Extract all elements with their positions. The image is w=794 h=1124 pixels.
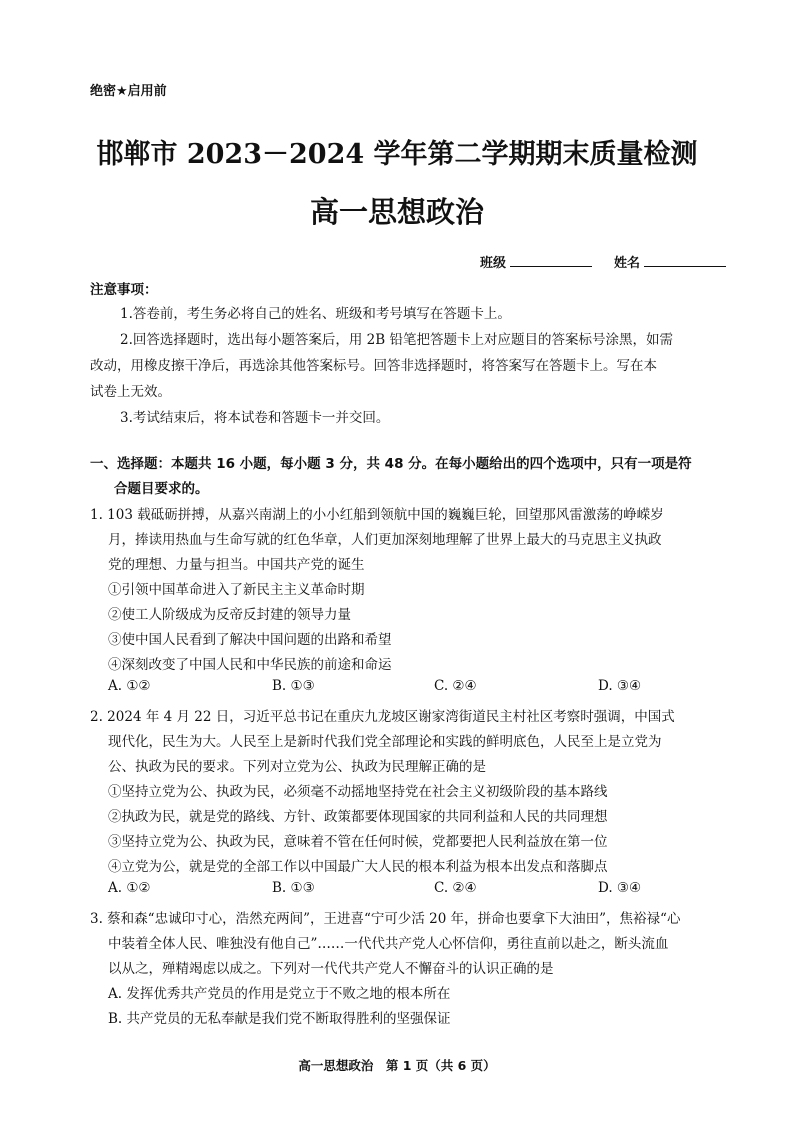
q3-option-a: A. 发挥优秀共产党员的作用是党立于不败之地的根本所在 <box>108 986 451 1002</box>
q2-option-a: A. ①② <box>108 880 151 896</box>
q1-option-d: D. ③④ <box>598 678 642 694</box>
q3-stem-line-3: 以从之，殚精竭虑以成之。下列对一代代共产党人不懈奋斗的认识正确的是 <box>108 961 554 977</box>
q2-stem-line-3: 公、执政为民的要求。下列对立党为公、执政为民理解正确的是 <box>108 759 486 775</box>
q2-option-d: D. ③④ <box>598 880 642 896</box>
q2-statement-2: ②执政为民，就是党的路线、方针、政策都要体现国家的共同利益和人民的共同理想 <box>108 809 608 825</box>
q2-statement-4: ④立党为公，就是党的全部工作以中国最广大人民的根本利益为根本出发点和落脚点 <box>108 859 608 875</box>
class-label: 班级 <box>480 256 507 271</box>
section-1-instruction: 一、选择题：本题共 16 小题，每小题 3 分，共 48 分。在每小题给出的四个选项中，只有一项是符 <box>90 456 692 472</box>
q2-statement-3: ③坚持立党为公、执政为民，意味着不管在任何时候，党都要把人民利益放在第一位 <box>108 834 608 850</box>
q1-stem-line-1: 1. 103 载砥砺拼搏，从嘉兴南湖上的小小红船到领航中国的巍巍巨轮，回望那风雷激荡的峥嵘岁 <box>90 507 664 523</box>
q1-stem-line-3: 党的理想、力量与担当。中国共产党的诞生 <box>108 557 365 573</box>
q2-option-b: B. ①③ <box>272 880 315 896</box>
exam-subject: 高一思想政治 <box>309 195 484 229</box>
q1-option-c: C. ②④ <box>434 678 477 694</box>
q3-stem-line-1: 3. 蔡和森“忠诚印寸心，浩然充两间”，王进喜“宁可少活 20 年，拼命也要拿下大油田”，焦裕禄“心 <box>90 911 681 927</box>
q2-statement-1: ①坚持立党为公、执政为民，必须毫不动摇地坚持党在社会主义初级阶段的基本路线 <box>108 784 608 800</box>
section-1-instruction-cont: 合题目要求的。 <box>114 481 209 497</box>
q2-stem-line-2: 现代化，民生为大。人民至上是新时代我们党全部理论和实践的鲜明底色，人民至上是立党为 <box>108 734 662 750</box>
q2-stem-line-1: 2. 2024 年 4 月 22 日，习近平总书记在重庆九龙坡区谢家湾街道民主村社区考察时强调，中国式 <box>90 709 675 725</box>
notice-item-2-line-1: 2.回答选择题时，选出每小题答案后，用 2B 铅笔把答题卡上对应题目的答案标号涂黑，如需 <box>120 332 673 348</box>
name-blank <box>644 254 726 267</box>
q1-statement-2: ②使工人阶级成为反帝反封建的领导力量 <box>108 607 351 623</box>
name-label: 姓名 <box>614 256 641 271</box>
q1-statement-3: ③使中国人民看到了解决中国问题的出路和希望 <box>108 632 392 648</box>
notice-item-3: 3.考试结束后，将本试卷和答题卡一并交回。 <box>120 410 390 426</box>
q1-statement-1: ①引领中国革命进入了新民主主义革命时期 <box>108 582 365 598</box>
q1-options <box>108 678 668 698</box>
notice-item-2-line-2: 改动，用橡皮擦干净后，再选涂其他答案标号。回答非选择题时，将答案写在答题卡上。写在本 <box>90 358 657 374</box>
q2-options <box>108 880 668 900</box>
q3-option-b: B. 共产党员的无私奉献是我们党不断取得胜利的坚强保证 <box>108 1011 451 1027</box>
q1-statement-4: ④深刻改变了中国人民和中华民族的前途和命运 <box>108 657 392 673</box>
q1-stem-line-2: 月，捧读用热血与生命写就的红色华章，人们更加深刻地理解了世界上最大的马克思主义执政 <box>108 532 662 548</box>
secret-label: 绝密★启用前 <box>90 84 167 99</box>
notice-item-2-line-3: 试卷上无效。 <box>90 384 171 400</box>
q1-option-b: B. ①③ <box>272 678 315 694</box>
q2-option-c: C. ②④ <box>434 880 477 896</box>
q3-stem-line-2: 中装着全体人民、唯独没有他自己”……一代代共产党人心怀信仰，勇往直前以赴之，断头流血 <box>108 936 669 952</box>
exam-title: 邯郸市 2023－2024 学年第二学期期末质量检测 <box>96 139 698 170</box>
class-blank <box>510 254 592 267</box>
class-name-fields <box>480 252 748 271</box>
q1-option-a: A. ①② <box>108 678 151 694</box>
notice-item-1: 1.答卷前，考生务必将自己的姓名、班级和考号填写在答题卡上。 <box>120 306 511 322</box>
page-footer: 高一思想政治 第 1 页（共 6 页） <box>298 1058 496 1073</box>
notice-heading: 注意事项： <box>90 282 158 298</box>
